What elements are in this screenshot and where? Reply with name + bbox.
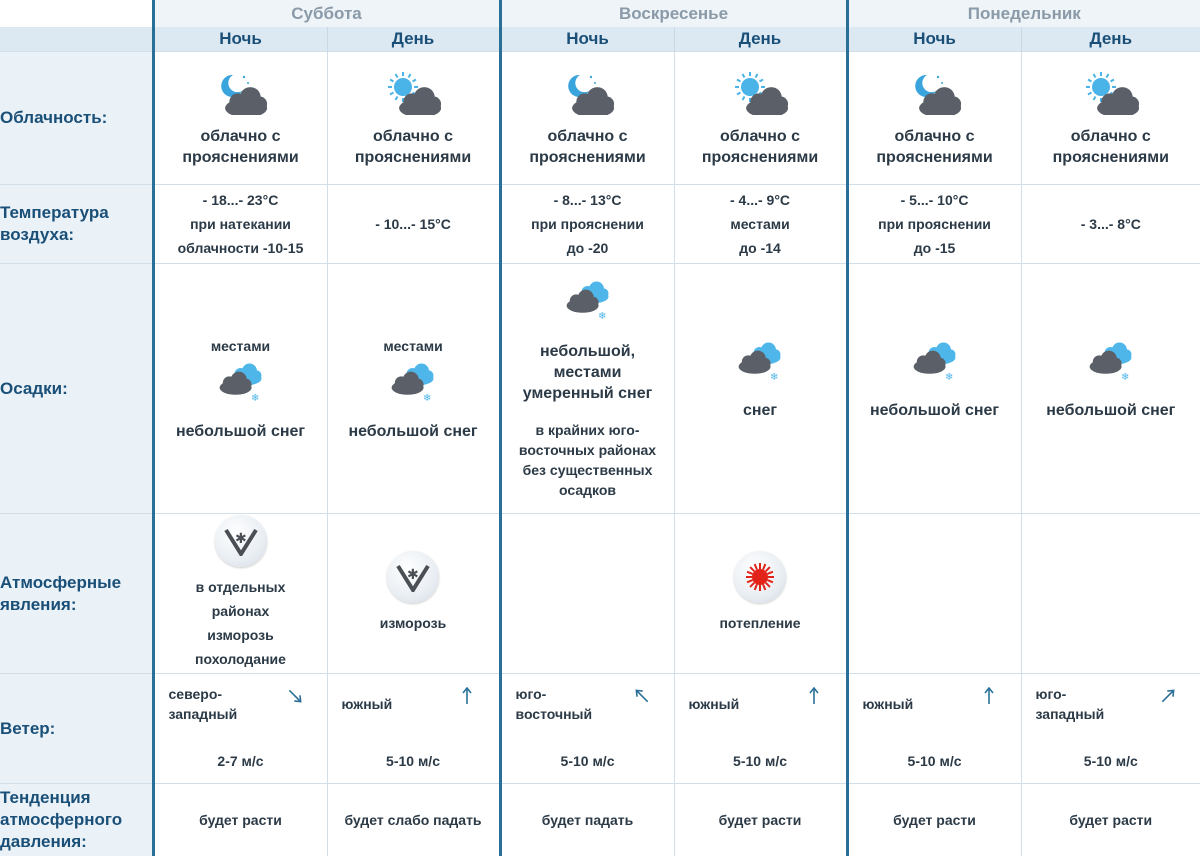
svg-text:❄: ❄ (944, 371, 953, 383)
wind-direction-line: юго- (1035, 686, 1067, 702)
part-header: День (674, 27, 847, 52)
phenomenon-text: похолодание (195, 650, 286, 667)
temperature-note: до -20 (566, 240, 609, 256)
phenomenon-text: районах (211, 602, 270, 619)
arrow-up-icon (979, 686, 999, 706)
wind-block (328, 674, 499, 783)
temperature-note: облачности -10-15 (177, 240, 304, 256)
snow-cloud-icon (1086, 339, 1136, 388)
forecast-cell (674, 264, 847, 514)
day-header-saturday: Суббота (153, 0, 500, 27)
wind-direction-line: западный (168, 706, 238, 722)
wind-block (849, 674, 1021, 783)
phenomenon-text: изморозь (207, 626, 274, 643)
forecast-cell (327, 264, 500, 514)
forecast-cell (153, 784, 327, 856)
forecast-cell (674, 185, 847, 264)
wind-direction-line: южный (688, 696, 740, 712)
svg-text:❄: ❄ (597, 310, 606, 322)
precipitation-block (849, 335, 1021, 421)
wind-block (675, 674, 846, 783)
forecast-cell (847, 784, 1021, 856)
wind-direction-line: юго- (515, 686, 547, 702)
pressure-trend-text: будет расти (893, 811, 976, 828)
pressure-trend-text: будет расти (1069, 811, 1153, 828)
forecast-cell (1021, 185, 1200, 264)
forecast-cell (153, 264, 327, 514)
precipitation-text: небольшой снег (869, 401, 1000, 419)
corner-cell (0, 0, 153, 27)
forecast-cell (500, 185, 674, 264)
part-header: Ночь (153, 27, 327, 52)
wind-speed: 5-10 м/с (560, 753, 615, 769)
frost-icon (215, 515, 267, 567)
forecast-cell (1021, 674, 1200, 784)
cloudiness-text: облачно с прояснениями (182, 127, 299, 166)
pressure-trend-text: будет расти (718, 811, 802, 828)
svg-text:❄: ❄ (423, 392, 432, 404)
forecast-cell (674, 674, 847, 784)
temperature-value: - 8...- 13°С (553, 192, 622, 208)
row-label-cloudiness: Облачность: (0, 52, 153, 185)
temperature-note: до -14 (739, 240, 781, 256)
moon-cloud-icon (560, 69, 616, 120)
forecast-cell (847, 264, 1021, 514)
forecast-cell (1021, 514, 1200, 674)
wind-block (502, 674, 674, 783)
temperature-note: при натекании (190, 216, 291, 232)
forecast-cell (327, 185, 500, 264)
precipitation-block (675, 335, 846, 421)
temperature-note: при прояснении (878, 216, 991, 232)
forecast-cell (153, 674, 327, 784)
pressure-trend-text: будет расти (199, 811, 282, 828)
svg-text:✱: ✱ (234, 530, 247, 547)
pressure-trend-text: будет слабо падать (344, 811, 482, 828)
wind-direction-line: западный (1035, 706, 1105, 722)
part-header: Ночь (500, 27, 674, 52)
forecast-cell (327, 674, 500, 784)
forecast-cell (500, 674, 674, 784)
wind-direction-line: южный (341, 696, 393, 712)
temperature-value: - 18...- 23°С (202, 192, 279, 208)
wind-block (155, 674, 327, 783)
row-label-pressure: Тенденция атмосферного давления: (0, 784, 153, 856)
wind-speed: 2-7 м/с (217, 753, 264, 769)
corner-cell (0, 27, 153, 52)
arrow-down-right-icon (285, 686, 305, 706)
precipitation-text: небольшой, местами умеренный снег (522, 342, 653, 402)
forecast-cell (327, 52, 500, 185)
snow-cloud-icon (216, 360, 266, 409)
cloudiness-text: облачно с прояснениями (876, 127, 993, 166)
wind-direction (342, 694, 393, 714)
forecast-cell (500, 784, 674, 856)
part-header: Ночь (847, 27, 1021, 52)
wind-speed: 5-10 м/с (386, 753, 440, 769)
part-header: День (1021, 27, 1200, 52)
sun-cloud-icon (1083, 69, 1139, 120)
forecast-cell (847, 185, 1021, 264)
forecast-cell (153, 52, 327, 185)
wind-direction-line: южный (862, 696, 914, 712)
svg-text:❄: ❄ (250, 392, 259, 404)
frost-icon (387, 551, 439, 603)
cloudiness-text: облачно с прояснениями (529, 127, 646, 166)
forecast-cell (674, 514, 847, 674)
forecast-cell (327, 784, 500, 856)
phenomenon-text: потепление (719, 614, 801, 631)
moon-cloud-icon (907, 69, 963, 120)
wind-direction (1036, 684, 1105, 724)
wind-block (1022, 674, 1200, 783)
precipitation-block (328, 336, 499, 442)
precipitation-qualifier: местами (383, 337, 443, 354)
snow-cloud-icon (910, 339, 960, 388)
svg-text:✱: ✱ (407, 566, 419, 583)
precipitation-note: в крайних юго-восточных районах без существенных осадков (518, 421, 657, 498)
wind-speed: 5-10 м/с (733, 753, 787, 769)
temperature-value: - 3...- 8°С (1080, 216, 1141, 232)
forecast-cell (847, 674, 1021, 784)
row-label-phenomena: Атмосферные явления: (0, 514, 153, 674)
arrow-up-left-icon (632, 686, 652, 706)
moon-cloud-icon (213, 69, 269, 120)
forecast-cell (674, 52, 847, 185)
precipitation-text: небольшой снег (175, 422, 306, 440)
precipitation-text: небольшой снег (1046, 401, 1176, 419)
cloudiness-text: облачно с прояснениями (1052, 127, 1169, 166)
forecast-cell (153, 185, 327, 264)
precipitation-block (502, 278, 674, 500)
forecast-cell (500, 52, 674, 185)
forecast-cell (674, 784, 847, 856)
forecast-cell (500, 514, 674, 674)
precipitation-block (155, 336, 327, 442)
warming-icon (734, 551, 786, 603)
wind-direction (689, 694, 740, 714)
row-label-temperature: Температура воздуха: (0, 185, 153, 264)
snow-cloud-icon (388, 360, 438, 409)
row-label-wind: Ветер: (0, 674, 153, 784)
wind-speed: 5-10 м/с (907, 753, 962, 769)
sun-cloud-icon (385, 69, 441, 120)
wind-direction (169, 684, 238, 724)
temperature-value: - 4...- 9°С (729, 192, 791, 208)
arrow-up-icon (804, 686, 824, 706)
arrow-up-icon (457, 686, 477, 706)
precipitation-qualifier: местами (210, 337, 271, 354)
pressure-trend-text: будет падать (541, 811, 634, 828)
part-header: День (327, 27, 500, 52)
temperature-note: при прояснении (531, 216, 644, 232)
wind-direction (863, 694, 914, 714)
forecast-cell (153, 514, 327, 674)
temperature-value: - 10...- 15°С (375, 216, 451, 232)
forecast-cell (1021, 264, 1200, 514)
day-header-monday: Понедельник (847, 0, 1200, 27)
forecast-cell (327, 514, 500, 674)
forecast-cell (847, 52, 1021, 185)
wind-direction-line: северо- (168, 686, 223, 702)
svg-text:❄: ❄ (1120, 371, 1130, 383)
sun-cloud-icon (732, 69, 788, 120)
precipitation-block (1022, 335, 1200, 421)
precipitation-text: снег (742, 401, 778, 419)
snow-cloud-icon (735, 339, 785, 388)
temperature-note: местами (730, 216, 790, 232)
wind-direction-line: восточный (515, 706, 593, 722)
temperature-note: до -15 (913, 240, 956, 256)
row-label-precipitation: Осадки: (0, 264, 153, 514)
forecast-cell (500, 264, 674, 514)
phenomenon-text: изморозь (379, 614, 447, 631)
forecast-cell (1021, 52, 1200, 185)
forecast-cell (847, 514, 1021, 674)
wind-direction (516, 684, 593, 724)
arrow-up-right-icon (1158, 686, 1178, 706)
temperature-value: - 5...- 10°С (900, 192, 969, 208)
cloudiness-text: облачно с прояснениями (354, 127, 472, 166)
wind-speed: 5-10 м/с (1083, 753, 1138, 769)
svg-text:❄: ❄ (770, 371, 779, 383)
cloudiness-text: облачно с прояснениями (701, 127, 819, 166)
precipitation-text: небольшой снег (348, 422, 478, 440)
phenomenon-text: в отдельных (195, 578, 286, 595)
snow-cloud-icon (563, 278, 613, 327)
forecast-cell (1021, 784, 1200, 856)
day-header-sunday: Воскресенье (500, 0, 847, 27)
